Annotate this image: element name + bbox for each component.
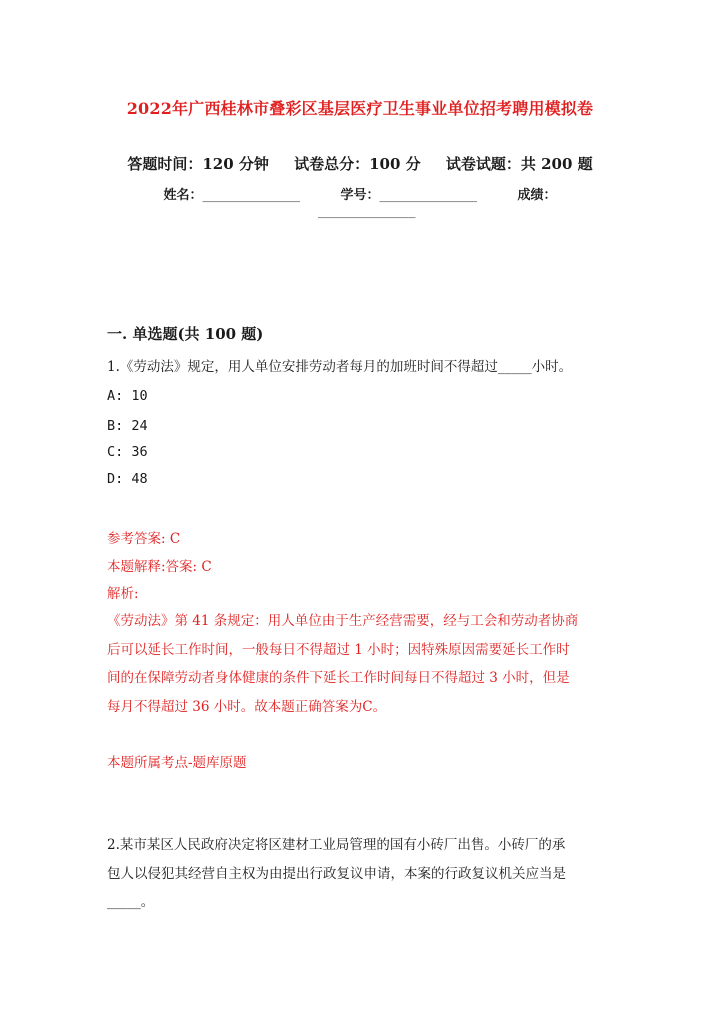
analysis-line: 后可以延长工作时间，一般每日不得超过 1 小时；因特殊原因需要延长工作时 <box>107 641 570 658</box>
score-blank[interactable]: _______________ <box>318 204 416 219</box>
section-heading: 一. 单选题(共 100 题) <box>107 325 264 343</box>
analysis-text <box>107 607 605 721</box>
explanation-answer: 本题解释:答案: C <box>107 559 212 575</box>
question-2-line: 2.某市某区人民政府决定将区建材工业局管理的国有小砖厂出售。小砖厂的承 <box>107 837 566 853</box>
analysis-line: 《劳动法》第 41 条规定：用人单位由于生产经营需要，经与工会和劳动者协商 <box>107 613 579 629</box>
question-2-line: 包人以侵犯其经营自主权为由提出行政复议申请，本案的行政复议机关应当是 <box>107 865 566 882</box>
analysis-line: 间的在保障劳动者身体健康的条件下延长工作时间每日不得超过 3 小时，但是 <box>107 670 570 686</box>
question-1-option-a[interactable]: A: 10 <box>107 388 148 404</box>
analysis-label: 解析: <box>107 586 139 602</box>
id-label: 学号： <box>340 188 380 203</box>
name-blank: _______________ <box>202 188 300 203</box>
question-2-line: _____。 <box>107 894 155 910</box>
document-title: 2022年广西桂林市叠彩区基层医疗卫生事业单位招考聘用模拟卷 <box>126 99 594 118</box>
id-field[interactable] <box>340 188 477 203</box>
time-limit: 答题时间：120 分钟 <box>127 155 269 173</box>
question-2-stem <box>107 831 607 917</box>
reference-answer: 参考答案: C <box>107 531 181 547</box>
topic-tag: 本题所属考点-题库原题 <box>107 755 247 771</box>
total-score: 试卷总分：100 分 <box>294 155 421 173</box>
score-label: 成绩： <box>517 188 557 203</box>
question-1-option-d[interactable]: D: 48 <box>107 471 148 487</box>
question-1-option-c[interactable]: C: 36 <box>107 444 148 460</box>
name-label: 姓名： <box>163 188 203 203</box>
question-1-option-b[interactable]: B: 24 <box>107 418 148 434</box>
id-blank: _______________ <box>379 188 477 203</box>
student-info-row <box>0 184 720 203</box>
analysis-line: 每月不得超过 36 小时。故本题正确答案为C。 <box>107 698 387 715</box>
name-field[interactable] <box>163 188 300 203</box>
question-1-stem: 1.《劳动法》规定，用人单位安排劳动者每月的加班时间不得超过_____小时。 <box>107 359 573 375</box>
question-count: 试卷试题：共 200 题 <box>445 155 593 173</box>
exam-meta-row <box>0 153 720 174</box>
